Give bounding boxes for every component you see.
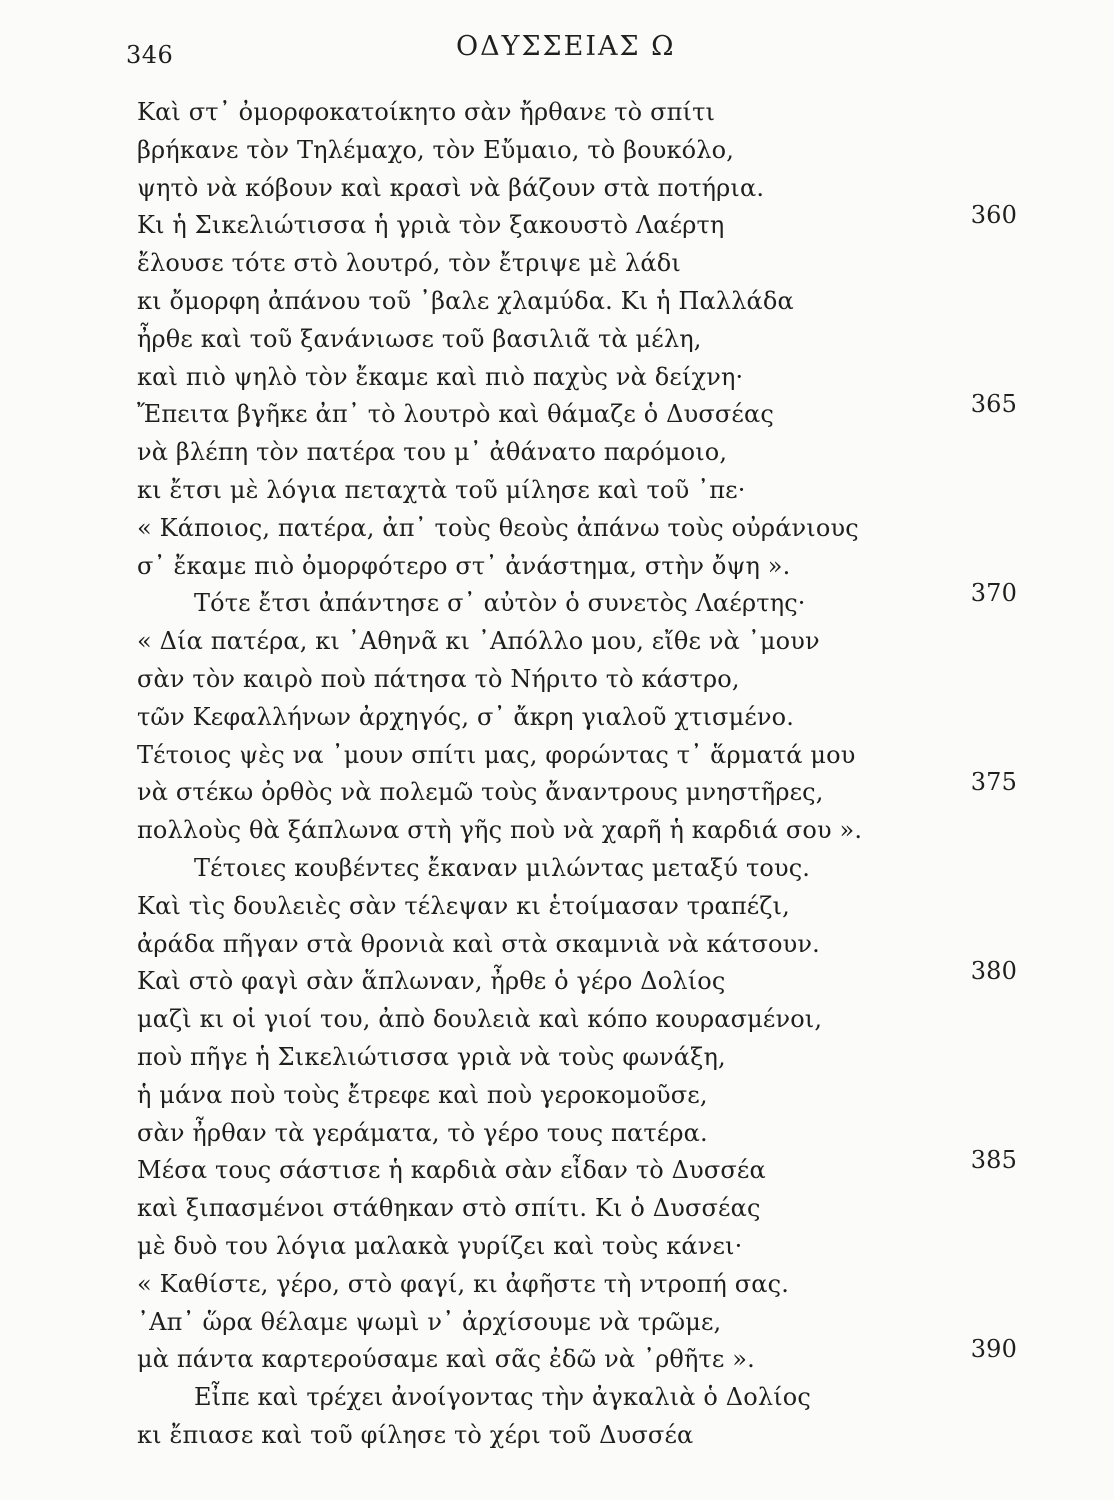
line-number: 360 [970, 201, 1017, 230]
verse-text: σὰν τὸν καιρὸ ποὺ πάτησα τὸ Νήριτο τὸ κάστρο, [137, 664, 740, 693]
verse-line [137, 472, 1017, 510]
verse-line [137, 390, 1017, 434]
verse-line [137, 94, 1017, 132]
verse-text: Καὶ στ᾽ ὀμορφοκατοίκητο σὰν ἤρθανε τὸ σπίτι [137, 98, 716, 126]
verse-text: ἀράδα πῆγαν στὰ θρονιὰ καὶ στὰ σκαμνιὰ νὰ κάτσουν. [137, 929, 820, 958]
verse-text: βρήκανε τὸν Τηλέμαχο, τὸν Εὔμαιο, τὸ βουκόλο, [137, 135, 734, 164]
verse-line [137, 1304, 1017, 1342]
verse-line [137, 132, 1017, 170]
verse-text: μὲ δυὸ του λόγια μαλακὰ γυρίζει καὶ τοὺς κάνει· [137, 1231, 743, 1260]
verse-text: κι ὄμορφη ἀπάνου τοῦ ᾽βαλε χλαμύδα. Κι ἡ Παλλάδα [137, 286, 794, 315]
verse-text: ᾽Απ᾽ ὥρα θέλαμε ψωμὶ ν᾽ ἀρχίσουμε νὰ τρῶμε, [137, 1307, 722, 1336]
verse-line [137, 283, 1017, 321]
verse-line [137, 434, 1017, 472]
verse-text: ἦρθε καὶ τοῦ ξανάνιωσε τοῦ βασιλιᾶ τὰ μέλη, [137, 324, 702, 353]
verse-text: Ἔπειτα βγῆκε ἀπ᾽ τὸ λουτρὸ καὶ θάμαζε ὁ Δυσσέας [137, 400, 774, 429]
verse-line [137, 321, 1017, 359]
verse-line [137, 768, 1017, 812]
verse-line [137, 1077, 1017, 1115]
line-number: 385 [970, 1146, 1017, 1175]
verse-line [137, 661, 1017, 699]
verse-text: ἔλουσε τότε στὸ λουτρό, τὸν ἔτριψε μὲ λάδι [137, 249, 681, 278]
verse-line [137, 1379, 1017, 1417]
verse-text: πολλοὺς θὰ ξάπλωνα στὴ γῆς ποὺ νὰ χαρῆ ἡ καρδιά σου ». [137, 816, 863, 845]
verse-line [137, 579, 1017, 623]
verse-text: « Δία πατέρα, κι ᾽Αθηνᾶ κι ᾽Απόλλο μου, εἴθε νὰ ᾽μουν [137, 627, 820, 656]
verse-text: καὶ πιὸ ψηλὸ τὸν ἔκαμε καὶ πιὸ παχὺς νὰ δείχνη· [137, 362, 744, 391]
verse-text: τῶν Κεφαλλήνων ἀρχηγός, σ᾽ ἄκρη γιαλοῦ χτισμένο. [137, 702, 795, 731]
verse-line [137, 699, 1017, 737]
verse-line [137, 812, 1017, 850]
verse-text: νὰ βλέπη τὸν πατέρα του μ᾽ ἀθάνατο παρόμοιο, [137, 438, 728, 467]
running-head: ΟΔΥΣΣΕΙΑΣ Ω [456, 31, 676, 62]
line-number: 375 [970, 768, 1017, 797]
verse-text: Τότε ἔτσι ἀπάντησε σ᾽ αὐτὸν ὁ συνετὸς Λαέρτης· [194, 589, 806, 618]
verse-text: σ᾽ ἔκαμε πιὸ ὀμορφότερο στ᾽ ἀνάστημα, στὴν ὄψη ». [137, 551, 791, 580]
verse-line [137, 1039, 1017, 1077]
verse-line [137, 1001, 1017, 1039]
verse-text: ψητὸ νὰ κόβουν καὶ κρασὶ νὰ βάζουν στὰ ποτήρια. [137, 173, 765, 202]
verse-line [137, 1115, 1017, 1153]
line-number: 380 [970, 957, 1017, 986]
verse-line [137, 926, 1017, 964]
verse-line [137, 1266, 1017, 1304]
verse-text: μὰ πάντα καρτερούσαμε καὶ σᾶς ἐδῶ νὰ ᾽ρθῆτε ». [137, 1345, 755, 1374]
line-number: 390 [970, 1335, 1017, 1364]
verse-text: Τέτοιες κουβέντες ἔκαναν μιλώντας μεταξύ τους. [194, 853, 811, 882]
verse-line [137, 548, 1017, 586]
verse-text: Μέσα τους σάστισε ἡ καρδιὰ σὰν εἶδαν τὸ Δυσσέα [137, 1156, 766, 1185]
verse-text: μαζὶ κι οἱ γιοί του, ἀπὸ δουλειὰ καὶ κόπο κουρασμένοι, [137, 1005, 823, 1034]
verse-text: Τέτοιος ψὲς να ᾽μουν σπίτι μας, φορώντας τ᾽ ἅρματά μου [137, 740, 856, 769]
verse-line [137, 245, 1017, 283]
verse-line [137, 737, 1017, 775]
verse-text: νὰ στέκω ὀρθὸς νὰ πολεμῶ τοὺς ἄναντρους μνηστῆρες, [137, 778, 824, 807]
verse-text: κι ἔπιασε καὶ τοῦ φίλησε τὸ χέρι τοῦ Δυσσέα [137, 1420, 694, 1449]
line-number: 365 [970, 390, 1017, 419]
verse-text: Κι ἡ Σικελιώτισσα ἡ γριὰ τὸν ξακουστὸ Λαέρτη [137, 211, 725, 240]
verse-line [137, 201, 1017, 245]
line-number: 370 [970, 579, 1017, 608]
verse-line [137, 957, 1017, 1001]
verse-text: ἡ μάνα ποὺ τοὺς ἔτρεφε καὶ ποὺ γεροκομοῦσε, [137, 1080, 708, 1109]
verse-line [137, 510, 1017, 548]
verse-line [137, 1417, 1017, 1455]
verse-text: Καὶ τὶς δουλειὲς σὰν τέλεψαν κι ἑτοίμασαν τραπέζι, [137, 891, 790, 920]
verse-text: ποὺ πῆγε ἡ Σικελιώτισσα γριὰ νὰ τοὺς φωνάξη, [137, 1042, 726, 1071]
verse-text: κι ἔτσι μὲ λόγια πεταχτὰ τοῦ μίλησε καὶ τοῦ ᾽πε· [137, 475, 746, 504]
verse-line [137, 170, 1017, 208]
verse-text: « Καθίστε, γέρο, στὸ φαγί, κι ἀφῆστε τὴ ντροπή σας. [137, 1269, 789, 1298]
verse-text: Καὶ στὸ φαγὶ σὰν ἅπλωναν, ἦρθε ὁ γέρο Δολίος [137, 967, 726, 996]
verse-line [137, 1228, 1017, 1266]
verse-text: σὰν ἦρθαν τὰ γεράματα, τὸ γέρο τους πατέρα. [137, 1118, 708, 1147]
page-number: 346 [126, 41, 174, 69]
verse-text: Εἶπε καὶ τρέχει ἀνοίγοντας τὴν ἀγκαλιὰ ὁ Δολίος [194, 1383, 811, 1412]
verse-line [137, 1146, 1017, 1190]
verse-block [137, 94, 1017, 1455]
verse-line [137, 1190, 1017, 1228]
verse-line [137, 1335, 1017, 1379]
verse-line [137, 888, 1017, 926]
verse-line [137, 850, 1017, 888]
verse-text: καὶ ξιπασμένοι στάθηκαν στὸ σπίτι. Κι ὁ Δυσσέας [137, 1194, 761, 1223]
verse-text: « Κάποιος, πατέρα, ἀπ᾽ τοὺς θεοὺς ἀπάνω τοὺς οὐράνιους [137, 513, 859, 542]
verse-line [137, 623, 1017, 661]
verse-line [137, 359, 1017, 397]
